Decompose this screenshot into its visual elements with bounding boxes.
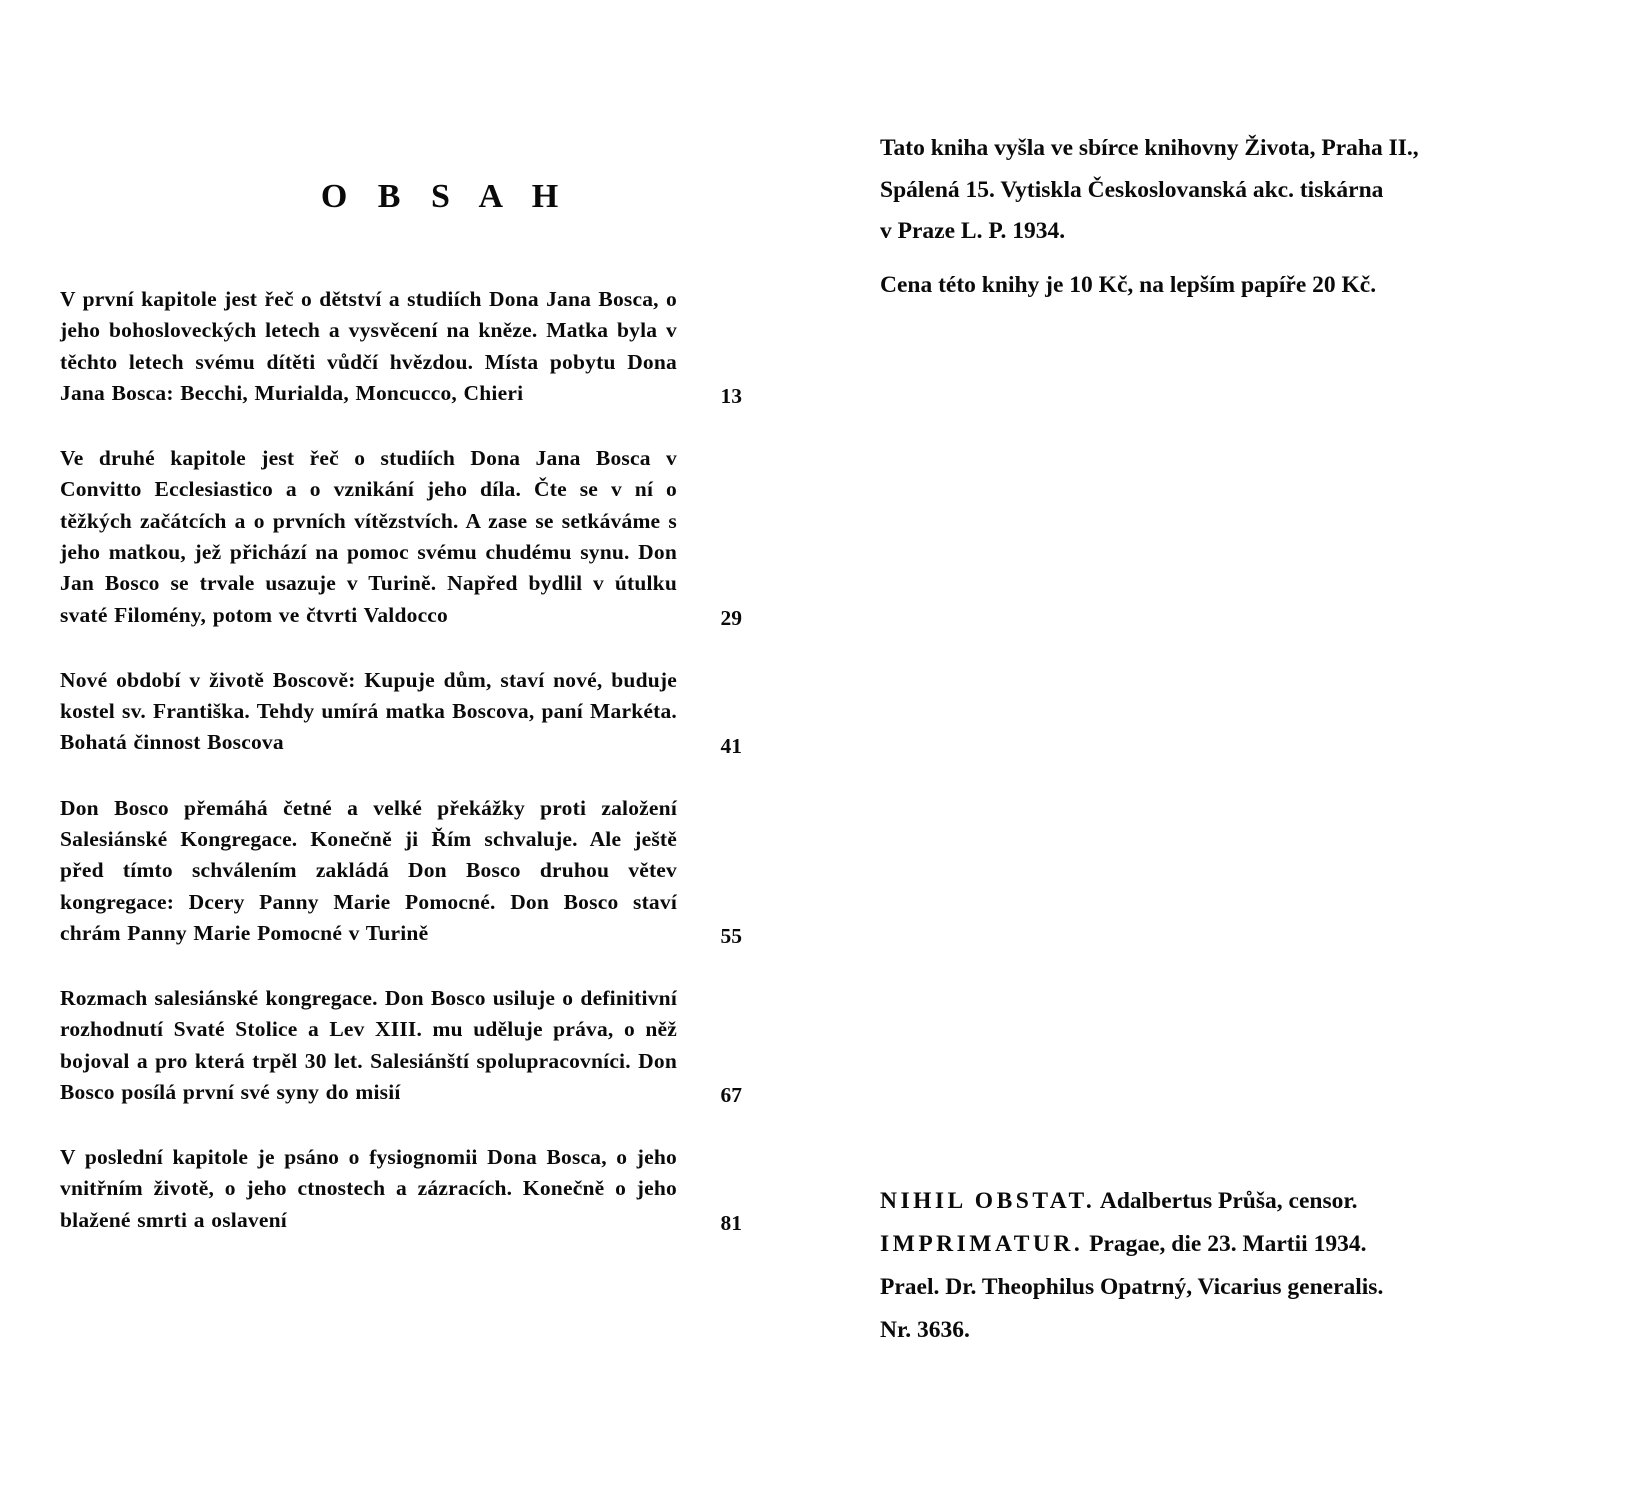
toc-entry-page-number: 13: [720, 384, 742, 409]
nihil-obstat-line: [880, 1180, 1580, 1223]
imprimatur-label: IMPRIMATUR.: [880, 1231, 1084, 1257]
colophon-line-1: Tato kniha vyšla ve sbírce knihovny Života, Praha II.,: [880, 135, 1419, 161]
toc-entry[interactable]: [60, 1142, 750, 1236]
toc-entry-page-number: 67: [720, 1083, 742, 1108]
toc-entry-page-number: 81: [720, 1211, 742, 1236]
toc-entry-text: Nové období v životě Boscově: Kupuje dům, staví nové, buduje kostel sv. Františka. Tehdy umírá matka Boscova, paní Markéta. Bohatá činnost Boscova: [60, 667, 677, 755]
colophon-line-2: Spálená 15. Vytiskla Českoslovanská akc. tiskárna: [880, 176, 1384, 203]
colophon-price-line: Cena této knihy je 10 Kč, na lepším papíře 20 Kč.: [880, 271, 1377, 298]
nihil-obstat-label: NIHIL OBSTAT.: [880, 1188, 1096, 1214]
imprimatur-number: Nr. 3636.: [880, 1317, 970, 1343]
colophon-block: [880, 128, 1570, 306]
imprimatur-line-3: Prael. Dr. Theophilus Opatrný, Vicarius generalis.: [880, 1274, 1384, 1300]
toc-entry[interactable]: [60, 665, 750, 759]
imprimatur-line: [880, 1223, 1580, 1266]
toc-entry[interactable]: [60, 443, 750, 631]
colophon-page: [880, 0, 1580, 1500]
page-title: O B S A H: [320, 178, 570, 215]
toc-entry-page-number: 55: [720, 924, 742, 949]
toc-entry-text: V poslední kapitole je psáno o fysiognomii Dona Bosca, o jeho vnitřním životě, o jeho ctnostech a zázracích. Konečně o jeho blažené smrti a oslavení: [60, 1145, 677, 1232]
toc-entry-text: V první kapitole jest řeč o dětství a studiích Dona Jana Bosca, o jeho bohosloveckých letech a vysvěcení na kněze. Matka byla v těchto letech svému dítěti vůdčí hvězdou. Místa pobytu Dona Jana Bosca: Becchi, Murialda, Moncucco, Chieri: [60, 287, 677, 405]
toc-entry[interactable]: [60, 284, 750, 409]
imprimatur-text: Pragae, die 23. Martii 1934.: [1083, 1231, 1367, 1257]
toc-entry-page-number: 41: [720, 733, 742, 758]
toc-entry[interactable]: [60, 983, 750, 1108]
toc-entry[interactable]: [60, 793, 750, 949]
toc-entry-text: Don Bosco přemáhá četné a velké překážky proti založení Salesiánské Kongregace. Konečně ji Řím schvaluje. Ale ještě před tímto schválením zakládá Don Bosco druhou větev kongregace: Dcery Panny Marie Pomocné. Don Bosco staví chrám Panny Marie Pomocné v Turině: [60, 795, 677, 945]
imprimatur-block: [880, 1180, 1580, 1352]
toc-entry-page-number: 29: [720, 605, 742, 630]
toc-entry-text: Ve druhé kapitole jest řeč o studiích Dona Jana Bosca v Convitto Ecclesiastico a o vznikání jeho díla. Čte se v ní o těžkých začátcích a o prvních vítězstvích. A zase se setkáváme s jeho matkou, jež přichází na pomoc svému chudému synu. Don Jan Bosco se trvale usazuje v Turině. Napřed bydlil v útulku svaté Filomény, potom ve čtvrti Valdocco: [60, 446, 677, 627]
nihil-obstat-text: Adalbertus Průša, censor.: [1095, 1188, 1358, 1214]
table-of-contents-page: [60, 0, 800, 1500]
toc-entry-text: Rozmach salesiánské kongregace. Don Bosco usiluje o definitivní rozhodnutí Svaté Stolice a Lev XIII. mu uděluje práva, o něž bojoval a pro která trpěl 30 let. Salesiánští spolupracovníci. Don Bosco posílá první své syny do misií: [60, 986, 677, 1104]
colophon-line-3: v Praze L. P. 1934.: [880, 218, 1066, 245]
toc-entry-list: [60, 284, 750, 1236]
